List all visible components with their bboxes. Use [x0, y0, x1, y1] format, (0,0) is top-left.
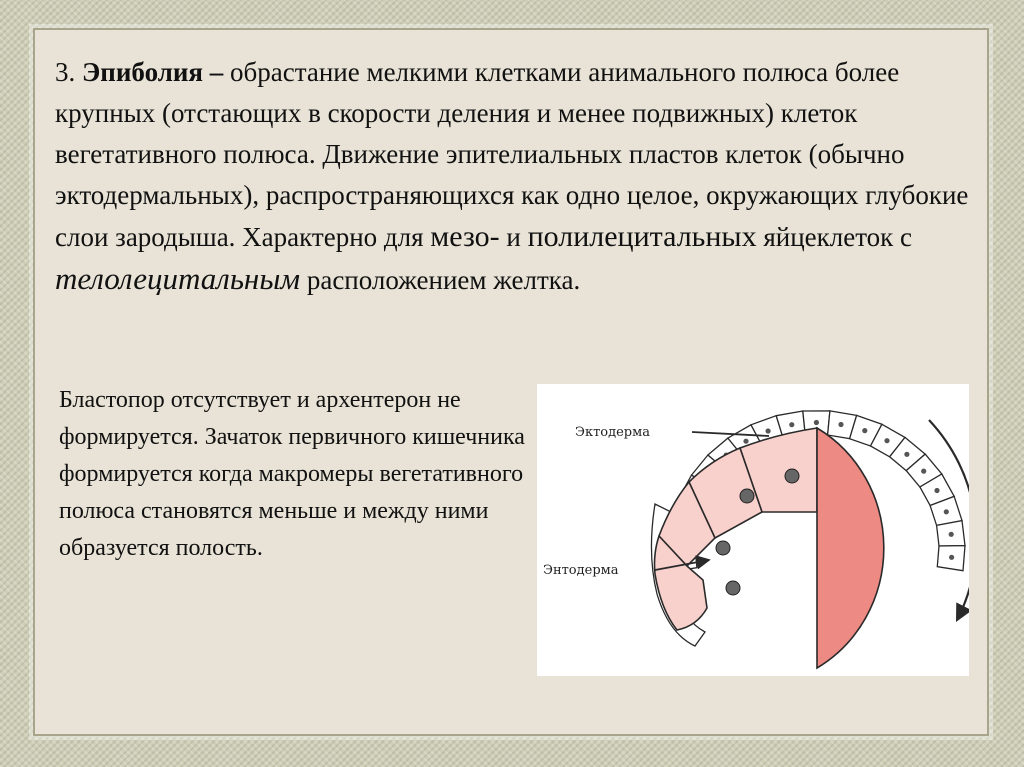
definition-end: расположением желтка.: [306, 265, 581, 295]
word-eggs: яйцеклеток с: [763, 222, 912, 252]
ectoderm-nucleus: [789, 422, 794, 427]
ectoderm-nucleus: [766, 428, 771, 433]
blastopore-note: Бластопор отсутствует и архентерон не формируется. Зачаток первичного кишечника формируется когда макромеры вегетативного полюса становятся меньше и между ними образуется полость.: [59, 387, 525, 561]
ectoderm-nucleus: [884, 438, 889, 443]
slide-frame: [33, 28, 989, 736]
ectoderm-nucleus: [949, 532, 954, 537]
ectoderm-nucleus: [814, 420, 819, 425]
embryo-svg: [537, 384, 969, 676]
word-mezo: мезо-: [430, 220, 500, 253]
word-and: и: [506, 222, 521, 252]
yolk-mass: [817, 428, 884, 668]
epiboly-diagram: [537, 384, 969, 676]
ectoderm-nucleus: [944, 509, 949, 514]
word-polylecithal: полилецитальных: [527, 220, 757, 253]
ectoderm-nucleus: [838, 422, 843, 427]
term-dash: –: [209, 57, 224, 87]
item-number: 3.: [55, 57, 76, 87]
ectoderm-nucleus: [904, 452, 909, 457]
word-telolecithal: телолецитальным: [55, 261, 301, 296]
label-endoderm: Энтодерма: [543, 563, 619, 578]
ectoderm-nucleus: [934, 488, 939, 493]
ectoderm-nucleus: [949, 555, 954, 560]
ectoderm-nucleus: [743, 439, 748, 444]
definition-text: обрастание мелкими клетками анимального полюса более крупных (отстающих в скорости деления и менее подвижных) клеток вегетативного полюса. Движение эпителиальных пластов клеток (обычно эктодермальных), распространяющихся как одно целое, окружающих глубокие слои зародыша. Характерно для: [55, 57, 969, 252]
ectoderm-nucleus: [862, 428, 867, 433]
main-paragraph: [55, 52, 975, 301]
label-ectoderm: Эктодерма: [575, 425, 650, 440]
ectoderm-nucleus: [921, 469, 926, 474]
term-epiboly: Эпиболия: [82, 57, 204, 87]
